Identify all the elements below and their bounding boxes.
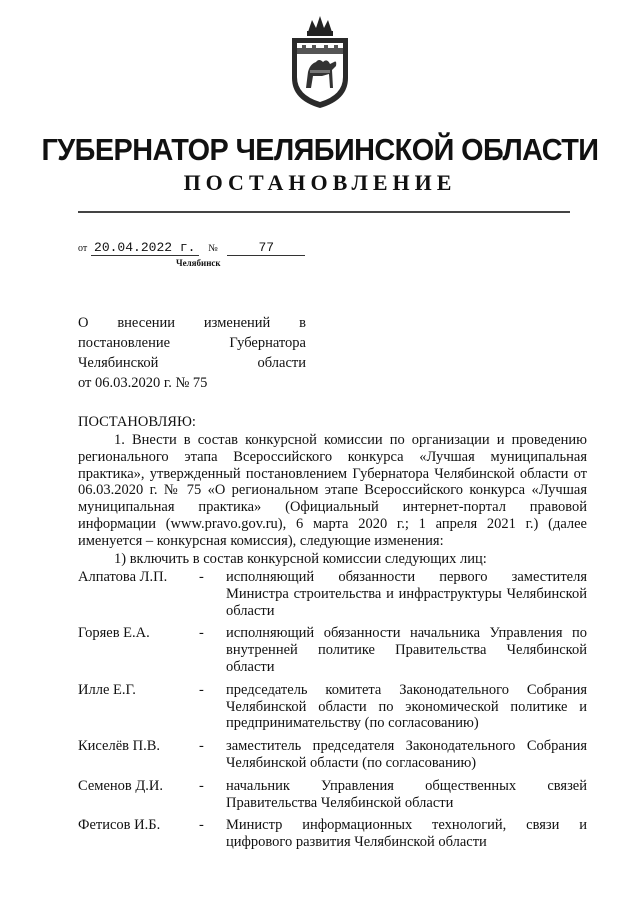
member-dash: - bbox=[199, 625, 204, 642]
member-role: заместитель председателя Законодательного Собрания Челябинской области (по согласованию) bbox=[226, 738, 587, 771]
member-dash: - bbox=[199, 777, 204, 794]
member-name: Алпатова Л.П. bbox=[78, 569, 168, 585]
member-row bbox=[78, 625, 587, 675]
document-type: ПОСТАНОВЛЕНИЕ bbox=[183, 170, 457, 195]
city-label: Челябинск bbox=[176, 258, 221, 268]
sub-item: 1) включить в состав конкурсной комиссии следующих лиц: bbox=[114, 551, 487, 567]
subject-line: О внесении изменений в bbox=[78, 315, 306, 331]
member-dash: - bbox=[199, 569, 204, 585]
member-role: Министр информационных технологий, связи и цифрового развития Челябинской области bbox=[226, 817, 587, 851]
document-number: 77 bbox=[227, 241, 305, 256]
decree-paragraph: 1. Внести в состав конкурсной комиссии по организации и проведению регионального этапа Всероссийского конкурса «Лучшая муниципальная практика», утвержденный постановлением Губернатора Челябинской области от 06.03.2020 г. № 75 «О региональном этапе Всероссийского конкурса «Лучшая муниципальная практика» (Официальный интернет-портал правовой информации (www.pravo.gov.ru), 6 марта 2020 г.; 1 апреля 2021 г.) (далее именуется – конкурсная комиссия), следующие изменения: bbox=[78, 432, 587, 549]
subject-line: Челябинской области bbox=[78, 355, 306, 371]
member-row bbox=[78, 817, 587, 851]
member-role: исполняющий обязанности начальника Управления по внутренней политике Правительства Челябинской области bbox=[226, 625, 587, 675]
member-row bbox=[78, 569, 587, 619]
member-role: начальник Управления общественных связей Правительства Челябинской области bbox=[226, 777, 587, 811]
member-dash: - bbox=[199, 681, 204, 698]
member-row bbox=[78, 778, 587, 812]
document-subject bbox=[78, 313, 306, 393]
member-list bbox=[78, 569, 587, 857]
subject-line: от 06.03.2020 г. № 75 bbox=[78, 375, 208, 391]
header-divider bbox=[78, 211, 570, 213]
from-label: от bbox=[78, 243, 88, 254]
member-dash: - bbox=[199, 817, 204, 834]
decree-word: ПОСТАНОВЛЯЮ: bbox=[78, 414, 196, 430]
member-name: Семенов Д.И. bbox=[78, 777, 163, 794]
document-reference bbox=[78, 240, 305, 256]
member-name: Фетисов И.Б. bbox=[78, 817, 161, 834]
member-role: исполняющий обязанности первого заместителя Министра строительства и инфраструктуры Челябинской области bbox=[226, 569, 587, 619]
page-title: ГУБЕРНАТОР ЧЕЛЯБИНСКОЙ ОБЛАСТИ bbox=[41, 132, 599, 167]
member-row bbox=[78, 682, 587, 732]
member-name: Илле Е.Г. bbox=[78, 681, 136, 698]
member-row bbox=[78, 738, 587, 772]
document-date: 20.04.2022 г. bbox=[91, 241, 199, 256]
number-label: № bbox=[208, 243, 218, 254]
member-dash: - bbox=[199, 738, 204, 755]
member-name: Киселёв П.В. bbox=[78, 738, 161, 755]
member-role: председатель комитета Законодательного Собрания Челябинской области по экономической политике и предпринимательству (по согласованию) bbox=[226, 681, 587, 732]
member-name: Горяев Е.А. bbox=[78, 625, 150, 642]
subject-line: постановление Губернатора bbox=[78, 335, 306, 351]
coat-of-arms-icon bbox=[288, 12, 352, 110]
